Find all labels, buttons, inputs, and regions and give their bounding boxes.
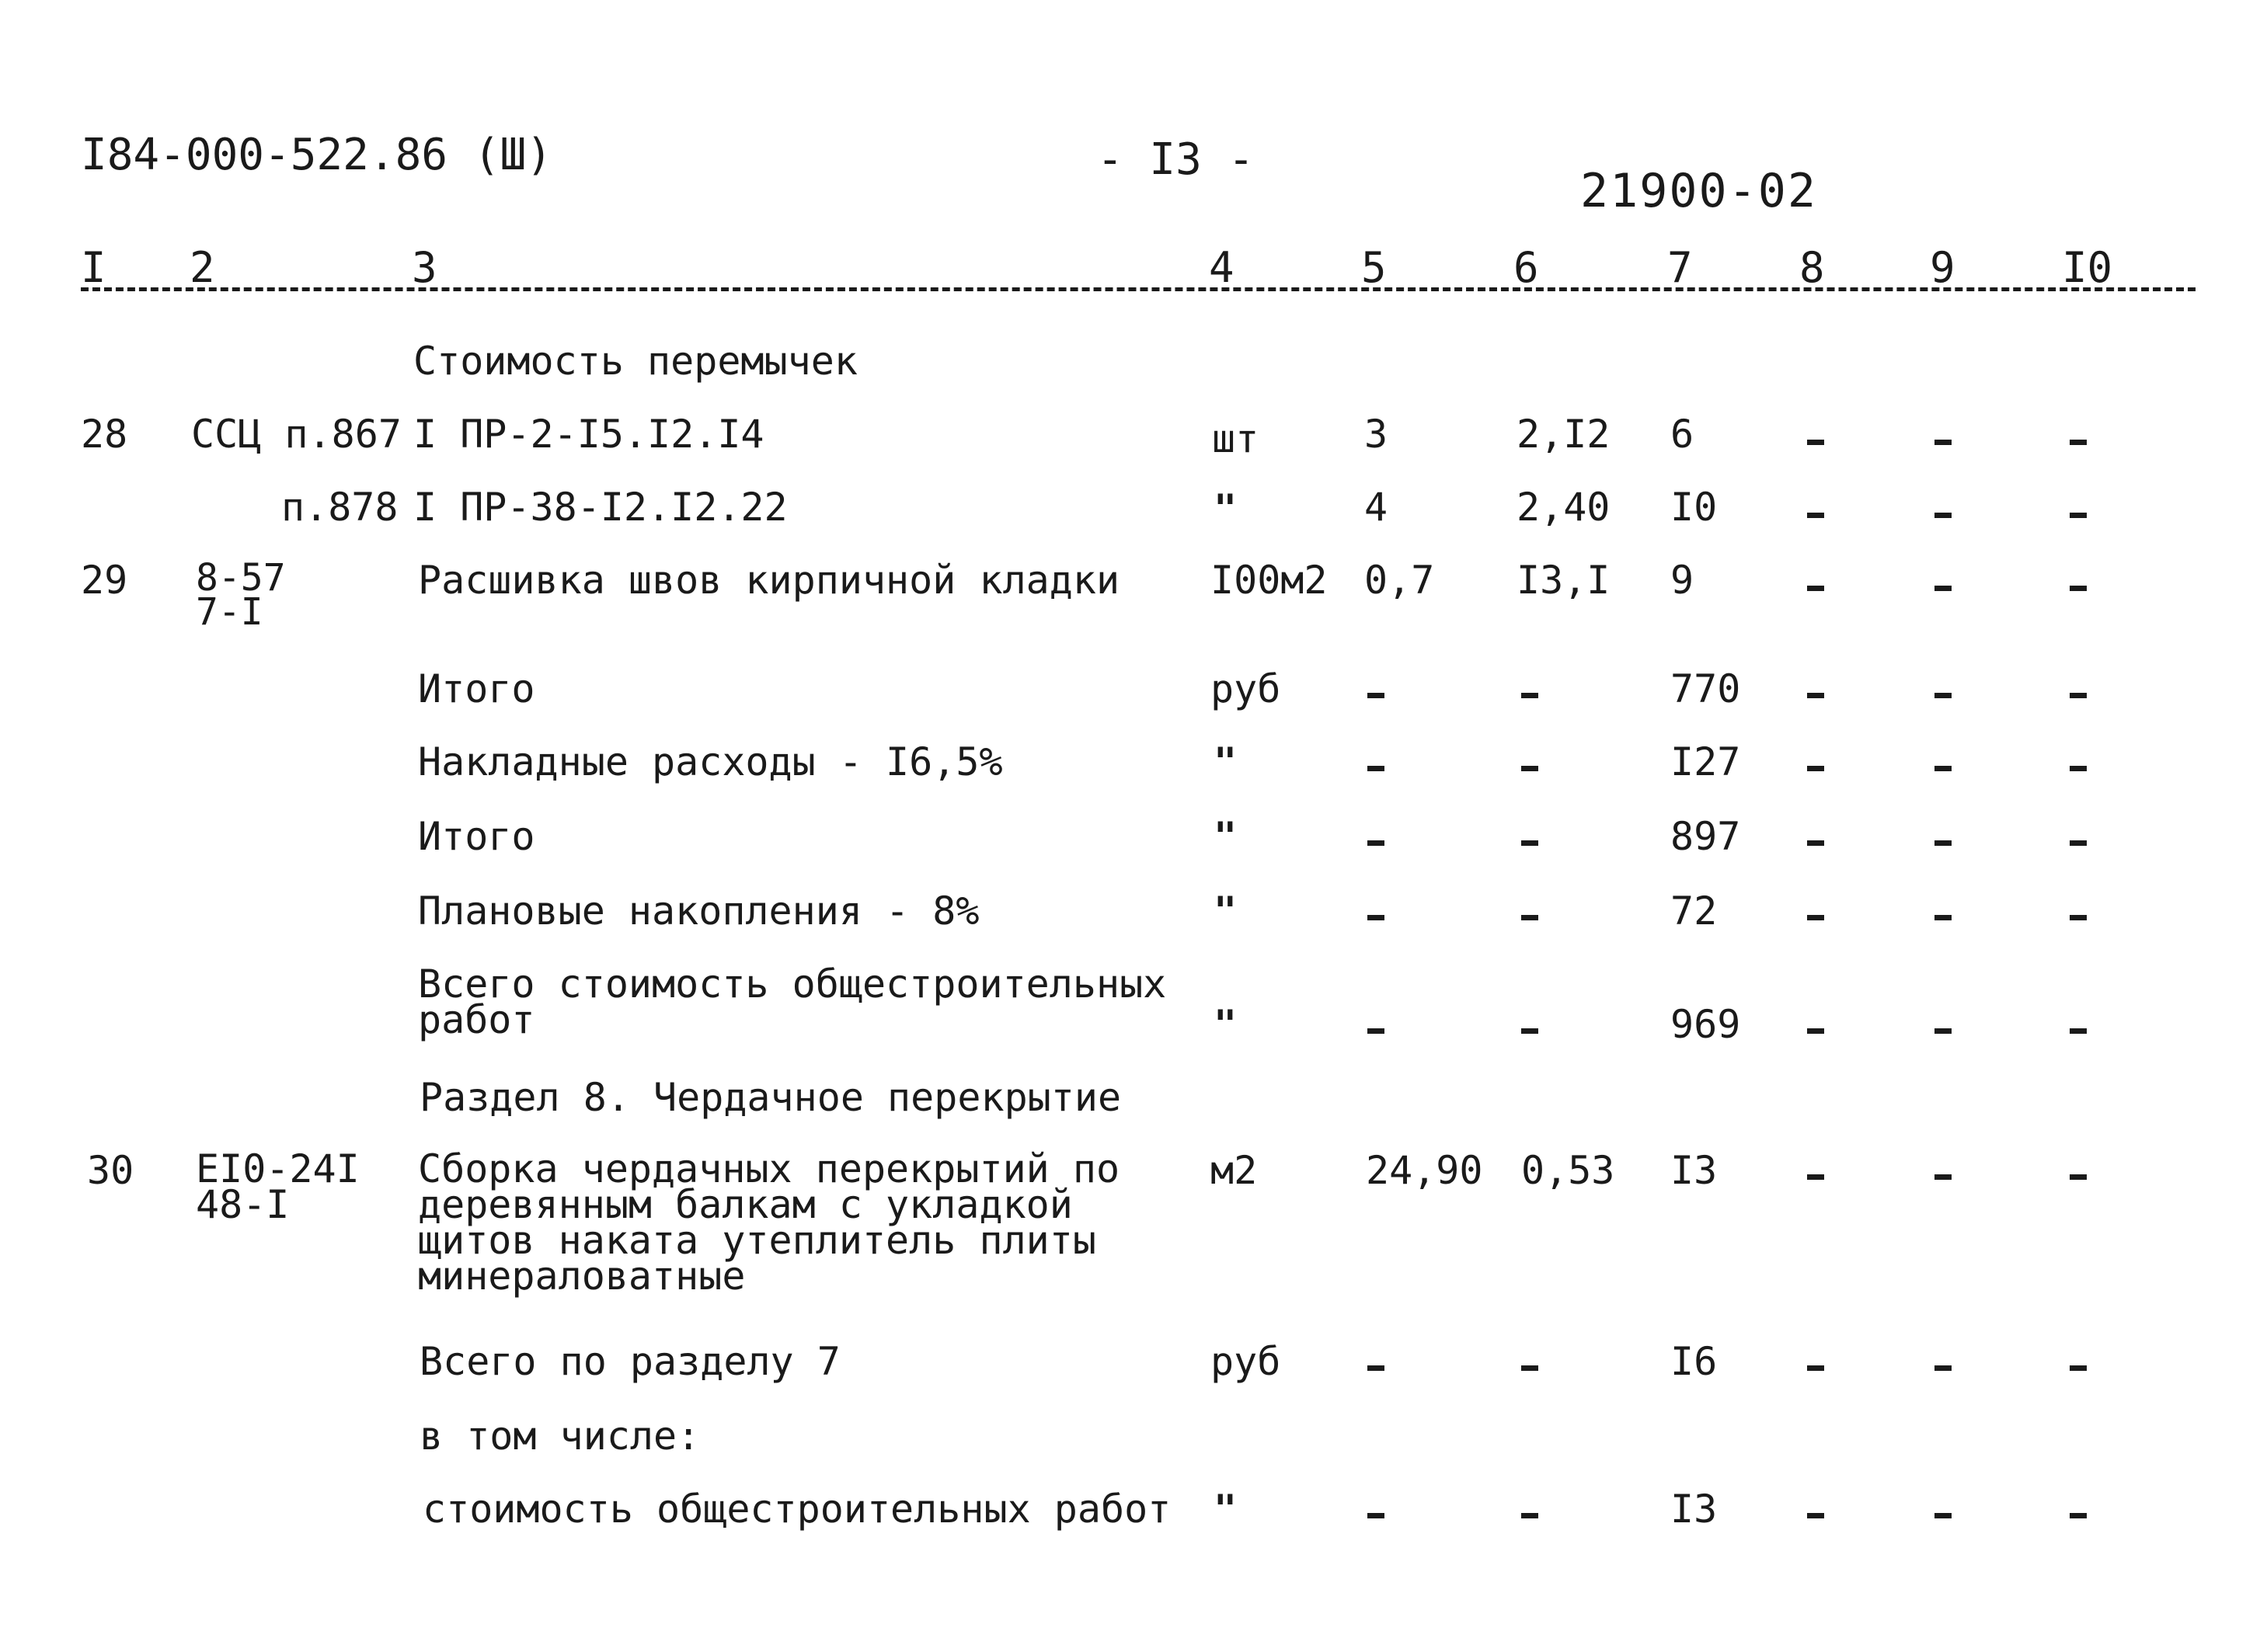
unit: м2 xyxy=(1210,1148,1258,1193)
dash xyxy=(1521,840,1538,846)
dash xyxy=(1521,766,1538,771)
item-number: 29 xyxy=(81,558,128,603)
ditto-mark: " xyxy=(1214,739,1238,784)
dash xyxy=(1934,586,1952,591)
total-cost: 6 xyxy=(1670,412,1694,457)
ditto-mark: " xyxy=(1214,1487,1238,1532)
column-number: 2 xyxy=(190,243,215,292)
dash xyxy=(1934,1513,1952,1518)
item-name: Итого xyxy=(418,666,535,711)
unit: I00м2 xyxy=(1210,558,1328,603)
dash xyxy=(1807,1174,1824,1180)
dash xyxy=(2070,915,2087,920)
total-cost: I0 xyxy=(1670,485,1718,530)
unit-price: 2,I2 xyxy=(1517,412,1611,457)
dash xyxy=(2070,1028,2087,1034)
item-name: Накладные расходы - I6,5% xyxy=(418,739,1003,784)
dash xyxy=(1934,693,1952,698)
dash xyxy=(2070,440,2087,445)
dash xyxy=(2070,766,2087,771)
item-name: I ПР-2-I5.I2.I4 xyxy=(413,412,764,457)
dash xyxy=(1521,693,1538,698)
dash xyxy=(1934,1174,1952,1180)
unit-price: 0,53 xyxy=(1521,1148,1615,1193)
dash xyxy=(2070,1174,2087,1180)
dash xyxy=(1934,915,1952,920)
dash xyxy=(1521,1028,1538,1034)
dash xyxy=(1367,840,1384,846)
dash xyxy=(1807,915,1824,920)
item-number: 30 xyxy=(87,1148,134,1193)
dash xyxy=(2070,1513,2087,1518)
dash xyxy=(1807,1365,1824,1371)
dash xyxy=(2070,513,2087,518)
unit-price: 2,40 xyxy=(1517,485,1611,530)
dash xyxy=(1934,840,1952,846)
dash xyxy=(1934,766,1952,771)
dash xyxy=(1807,840,1824,846)
dash xyxy=(2070,693,2087,698)
item-name: Всего стоимость общестроительных работ xyxy=(418,962,1167,1042)
dash xyxy=(1934,440,1952,445)
dash xyxy=(1807,766,1824,771)
unit: шт xyxy=(1212,416,1259,461)
item-name: стоимость общестроительных работ xyxy=(423,1487,1172,1532)
column-number: 3 xyxy=(412,243,437,292)
quantity: 0,7 xyxy=(1364,558,1435,603)
dash xyxy=(2070,586,2087,591)
dash xyxy=(1521,1365,1538,1371)
total-cost: 72 xyxy=(1670,889,1718,934)
column-number: 8 xyxy=(1799,243,1825,292)
dash xyxy=(1807,440,1824,445)
dash xyxy=(1367,766,1384,771)
column-number: 7 xyxy=(1667,243,1693,292)
dash xyxy=(1367,1365,1384,1371)
item-name: I ПР-38-I2.I2.22 xyxy=(413,485,788,530)
dash xyxy=(1807,513,1824,518)
total-cost: 969 xyxy=(1670,1002,1741,1047)
document-code: I84-000-522.86 (Ш) xyxy=(81,130,552,180)
item-code: п.878 xyxy=(281,485,399,530)
column-number: I0 xyxy=(2062,243,2113,292)
dash xyxy=(1521,1513,1538,1518)
dash xyxy=(1807,693,1824,698)
quantity: 24,90 xyxy=(1366,1148,1483,1193)
dash xyxy=(1934,513,1952,518)
item-name: Всего по разделу 7 xyxy=(420,1339,841,1384)
item-name: Сборка чердачных перекрытий по деревянным балкам с укладкой щитов наката утеплитель плиты минераловатные xyxy=(418,1146,1120,1299)
ditto-mark: " xyxy=(1214,486,1238,531)
dash xyxy=(1807,586,1824,591)
unit: руб xyxy=(1210,1339,1281,1384)
column-number: 6 xyxy=(1513,243,1539,292)
ditto-mark: " xyxy=(1214,1002,1238,1047)
dash xyxy=(1367,915,1384,920)
item-name: Итого xyxy=(418,814,535,859)
page-number: - I3 - xyxy=(1097,134,1255,185)
ditto-mark: " xyxy=(1214,889,1238,934)
dash xyxy=(2070,840,2087,846)
column-number: I xyxy=(81,243,106,292)
dash xyxy=(1367,1513,1384,1518)
header-rule xyxy=(81,287,2196,291)
dash xyxy=(1934,1365,1952,1371)
item-code: ССЦ п.867 xyxy=(191,412,402,457)
dash xyxy=(1807,1513,1824,1518)
dash xyxy=(1521,915,1538,920)
unit: руб xyxy=(1210,666,1281,711)
dash xyxy=(1934,1028,1952,1034)
ditto-mark: " xyxy=(1214,814,1238,859)
total-cost: I6 xyxy=(1670,1339,1718,1384)
section-title: Раздел 8. Чердачное перекрытие xyxy=(420,1075,1122,1120)
total-cost: 770 xyxy=(1670,666,1741,711)
dash xyxy=(1367,693,1384,698)
column-number: 4 xyxy=(1209,243,1234,292)
dash xyxy=(1367,1028,1384,1034)
dash xyxy=(2070,1365,2087,1371)
item-name: Стоимость перемычек xyxy=(413,339,858,384)
item-code: EI0-24I 48-I xyxy=(196,1146,360,1227)
item-name: Расшивка швов кирпичной кладки xyxy=(418,558,1120,603)
item-code: 8-57 7-I xyxy=(196,556,286,635)
stamp-number: 21900-02 xyxy=(1580,164,1817,218)
item-name: в том числе: xyxy=(420,1414,701,1459)
total-cost: 9 xyxy=(1670,558,1694,603)
column-number: 9 xyxy=(1930,243,1955,292)
total-cost: 897 xyxy=(1670,814,1741,859)
dash xyxy=(1807,1028,1824,1034)
unit-price: I3,I xyxy=(1517,558,1611,603)
quantity: 4 xyxy=(1364,485,1388,530)
item-number: 28 xyxy=(81,412,128,457)
total-cost: I3 xyxy=(1670,1487,1718,1532)
total-cost: I27 xyxy=(1670,739,1741,784)
total-cost: I3 xyxy=(1670,1148,1718,1193)
quantity: 3 xyxy=(1364,412,1388,457)
item-name: Плановые накопления - 8% xyxy=(418,889,980,934)
column-number: 5 xyxy=(1361,243,1387,292)
